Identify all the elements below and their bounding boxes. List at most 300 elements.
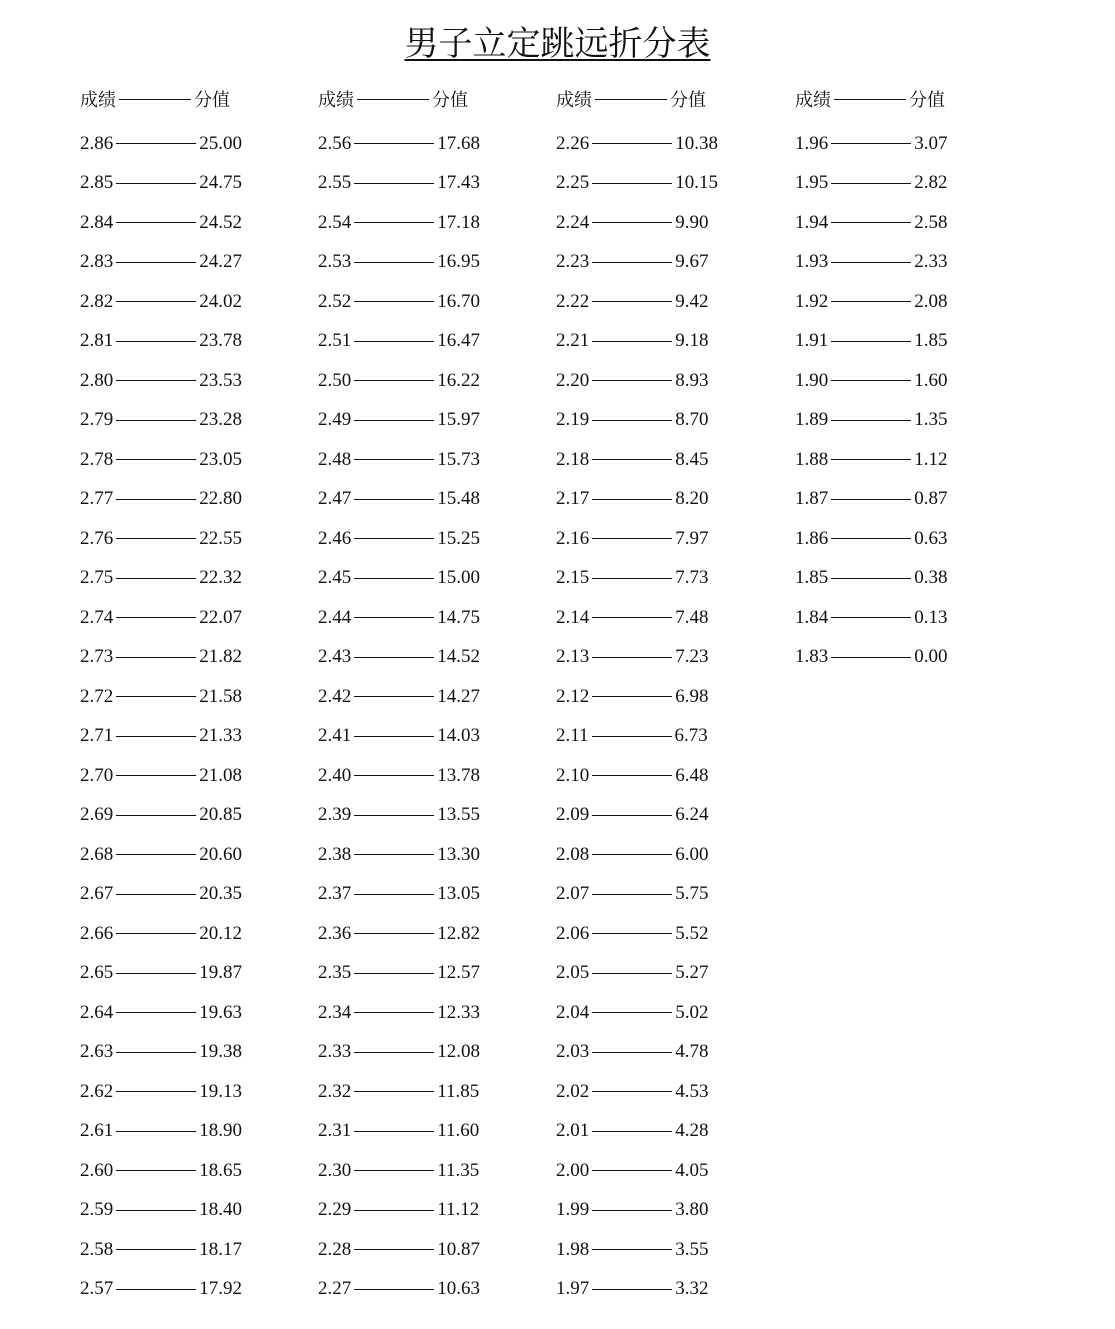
jump-distance: 2.18 [556,448,590,470]
jump-distance: 1.94 [795,211,829,233]
jump-distance: 2.60 [80,1159,114,1181]
jump-distance: 2.44 [318,606,352,628]
dash-line [116,1289,196,1290]
jump-distance: 2.47 [318,488,352,510]
points-value: 12.82 [437,922,480,944]
page-title [0,22,1115,66]
score-row [795,282,995,322]
points-value: 18.65 [199,1159,242,1181]
jump-distance: 1.85 [795,567,829,589]
dash-line [831,657,911,658]
dash-line [354,617,434,618]
jump-distance: 2.63 [80,1041,114,1063]
score-row [556,717,756,757]
points-value: 23.53 [199,369,242,391]
points-value: 20.85 [199,804,242,826]
points-value: 1.35 [914,409,948,431]
score-row [556,796,756,836]
dash-line [354,538,434,539]
jump-distance: 2.85 [80,172,114,194]
points-value: 4.05 [675,1159,709,1181]
jump-distance: 2.16 [556,527,590,549]
score-row [318,796,518,836]
dash-line [116,1091,196,1092]
dash-line [116,183,196,184]
dash-line [592,1210,672,1211]
score-row [318,401,518,441]
score-row [318,1033,518,1073]
dash-line [831,538,911,539]
points-value: 1.85 [914,330,948,352]
jump-distance: 2.65 [80,962,114,984]
score-row [318,875,518,915]
dash-line [592,617,672,618]
score-row [556,954,756,994]
dash-line [831,262,911,263]
score-row [795,401,995,441]
dash-line [592,1249,672,1250]
jump-distance: 2.19 [556,409,590,431]
dash-line [831,222,911,223]
jump-distance: 2.14 [556,606,590,628]
dash-line [116,1210,196,1211]
points-value: 18.17 [199,1238,242,1260]
dash-line [592,1289,672,1290]
jump-distance: 2.86 [80,132,114,154]
jump-distance: 2.81 [80,330,114,352]
dash-line [592,341,672,342]
jump-distance: 2.24 [556,211,590,233]
jump-distance: 2.05 [556,962,590,984]
dash-line [354,736,434,737]
dash-line [354,262,434,263]
jump-distance: 2.15 [556,567,590,589]
column-header [556,84,756,114]
score-row [318,1072,518,1112]
dash-line [354,420,434,421]
dash-line [831,499,911,500]
jump-distance: 1.89 [795,409,829,431]
dash-line [831,341,911,342]
dash-line [354,380,434,381]
score-column-3 [556,84,756,1309]
jump-distance: 2.32 [318,1080,352,1102]
jump-distance: 2.28 [318,1238,352,1260]
points-value: 9.67 [675,251,709,273]
jump-distance: 2.17 [556,488,590,510]
jump-distance: 2.38 [318,843,352,865]
score-row [795,322,995,362]
score-row [556,559,756,599]
dash-line [831,420,911,421]
jump-distance: 1.83 [795,646,829,668]
score-row [318,756,518,796]
score-row [80,124,280,164]
points-value: 16.22 [437,369,480,391]
points-value: 21.08 [199,764,242,786]
jump-distance: 2.31 [318,1120,352,1142]
jump-distance: 2.49 [318,409,352,431]
points-value: 19.63 [199,1001,242,1023]
score-column-4 [795,84,995,677]
score-row [80,282,280,322]
score-row [795,243,995,283]
points-value: 0.63 [914,527,948,549]
points-value: 19.87 [199,962,242,984]
dash-line [592,499,672,500]
jump-distance: 2.50 [318,369,352,391]
points-value: 11.85 [437,1080,480,1102]
points-value: 22.80 [199,488,242,510]
points-value: 5.02 [675,1001,709,1023]
score-row [556,1033,756,1073]
points-header: 分值 [670,90,706,111]
score-row [80,519,280,559]
points-value: 0.38 [914,567,948,589]
score-row [795,598,995,638]
dash-line [592,1091,672,1092]
points-value: 6.00 [675,843,709,865]
dash-line [592,262,672,263]
points-value: 2.82 [914,172,948,194]
dash-line [354,341,434,342]
score-row [556,756,756,796]
jump-distance: 2.73 [80,646,114,668]
dash-line [354,459,434,460]
jump-distance: 2.75 [80,567,114,589]
score-row [795,361,995,401]
score-row [318,282,518,322]
dash-line [116,1012,196,1013]
score-row [556,282,756,322]
jump-distance: 2.20 [556,369,590,391]
points-value: 13.05 [437,883,480,905]
points-value: 1.60 [914,369,948,391]
jump-distance: 2.37 [318,883,352,905]
score-row [556,993,756,1033]
jump-distance: 2.72 [80,685,114,707]
score-row [318,914,518,954]
title-text: 男子立定跳远折分表 [404,24,711,64]
score-row [318,322,518,362]
jump-distance: 2.68 [80,843,114,865]
dash-line [357,99,429,100]
jump-distance: 2.83 [80,251,114,273]
score-row [318,164,518,204]
score-row [556,203,756,243]
dash-line [116,538,196,539]
score-row [80,835,280,875]
points-value: 17.43 [437,172,480,194]
jump-distance: 2.33 [318,1041,352,1063]
dash-line [116,617,196,618]
dash-line [116,933,196,934]
score-row [318,480,518,520]
jump-distance: 2.56 [318,132,352,154]
points-value: 20.35 [199,883,242,905]
points-value: 21.33 [199,725,242,747]
score-row [318,1151,518,1191]
score-row [80,440,280,480]
dash-line [354,1012,434,1013]
jump-distance: 2.84 [80,211,114,233]
jump-distance: 2.22 [556,290,590,312]
score-row [795,440,995,480]
points-value: 14.75 [437,606,480,628]
points-header: 分值 [909,90,945,111]
dash-line [592,143,672,144]
points-value: 8.93 [675,369,709,391]
jump-distance: 1.87 [795,488,829,510]
jump-distance: 2.10 [556,764,590,786]
dash-line [592,933,672,934]
points-value: 4.78 [675,1041,709,1063]
score-row [80,598,280,638]
score-row [556,124,756,164]
points-value: 24.52 [199,211,242,233]
points-value: 19.13 [199,1080,242,1102]
dash-line [354,854,434,855]
score-row [556,1151,756,1191]
dash-line [116,854,196,855]
jump-distance: 2.70 [80,764,114,786]
dash-line [116,657,196,658]
score-row [556,164,756,204]
jump-distance: 2.79 [80,409,114,431]
dash-line [592,1170,672,1171]
jump-distance: 2.09 [556,804,590,826]
dash-line [354,933,434,934]
dash-line [831,183,911,184]
score-row [80,559,280,599]
points-value: 14.27 [437,685,480,707]
dash-line [592,1131,672,1132]
jump-distance: 1.99 [556,1199,590,1221]
dash-line [592,459,672,460]
points-value: 10.15 [675,172,718,194]
score-row [318,361,518,401]
score-row [556,322,756,362]
score-row [556,914,756,954]
points-value: 2.58 [914,211,948,233]
jump-distance: 2.23 [556,251,590,273]
score-row [80,243,280,283]
jump-distance: 2.74 [80,606,114,628]
score-row [556,835,756,875]
dash-line [354,183,434,184]
points-header: 分值 [194,90,230,111]
jump-distance: 1.96 [795,132,829,154]
points-value: 11.12 [437,1199,480,1221]
dash-line [834,99,906,100]
dash-line [831,459,911,460]
dash-line [354,1289,434,1290]
dash-line [116,775,196,776]
points-value: 12.08 [437,1041,480,1063]
jump-distance: 2.59 [80,1199,114,1221]
dash-line [116,301,196,302]
score-row [80,1151,280,1191]
points-value: 7.48 [675,606,709,628]
points-value: 17.92 [199,1278,242,1300]
points-value: 14.52 [437,646,480,668]
dash-line [595,99,667,100]
dash-line [592,894,672,895]
score-row [80,1033,280,1073]
points-value: 9.42 [675,290,709,312]
score-header: 成绩 [556,90,592,111]
score-row [318,243,518,283]
points-value: 19.38 [199,1041,242,1063]
dash-line [354,815,434,816]
jump-distance: 2.40 [318,764,352,786]
jump-distance: 2.48 [318,448,352,470]
score-row [80,717,280,757]
points-value: 21.58 [199,685,242,707]
dash-line [592,538,672,539]
score-column-1 [80,84,280,1309]
dash-line [592,775,672,776]
score-row [80,480,280,520]
jump-distance: 2.45 [318,567,352,589]
score-row [80,914,280,954]
jump-distance: 2.36 [318,922,352,944]
jump-distance: 1.84 [795,606,829,628]
dash-line [592,657,672,658]
dash-line [116,696,196,697]
points-value: 13.78 [437,764,480,786]
points-value: 24.75 [199,172,242,194]
points-value: 10.87 [437,1238,480,1260]
points-value: 9.18 [675,330,709,352]
dash-line [119,99,191,100]
dash-line [354,499,434,500]
points-value: 22.07 [199,606,242,628]
dash-line [116,459,196,460]
points-value: 5.75 [675,883,709,905]
jump-distance: 2.66 [80,922,114,944]
jump-distance: 2.07 [556,883,590,905]
points-value: 9.90 [675,211,709,233]
score-row [80,401,280,441]
dash-line [354,1170,434,1171]
points-value: 2.33 [914,251,948,273]
points-value: 3.80 [675,1199,709,1221]
score-row [795,519,995,559]
score-row [556,519,756,559]
dash-line [116,380,196,381]
jump-distance: 2.54 [318,211,352,233]
points-value: 8.20 [675,488,709,510]
points-value: 23.05 [199,448,242,470]
points-value: 0.13 [914,606,948,628]
dash-line [116,1249,196,1250]
jump-distance: 2.41 [318,725,352,747]
jump-distance: 2.08 [556,843,590,865]
score-row [80,164,280,204]
score-header: 成绩 [80,90,116,111]
points-value: 11.35 [437,1159,480,1181]
score-row [80,203,280,243]
points-value: 10.38 [675,132,718,154]
score-row [318,1270,518,1310]
score-row [556,401,756,441]
points-value: 12.57 [437,962,480,984]
points-value: 20.60 [199,843,242,865]
points-value: 0.00 [914,646,948,668]
jump-distance: 2.80 [80,369,114,391]
score-row [556,875,756,915]
points-value: 23.78 [199,330,242,352]
dash-line [116,973,196,974]
points-value: 18.40 [199,1199,242,1221]
jump-distance: 2.01 [556,1120,590,1142]
jump-distance: 2.06 [556,922,590,944]
points-value: 5.27 [675,962,709,984]
points-value: 15.73 [437,448,480,470]
points-value: 11.60 [437,1120,480,1142]
score-row [80,993,280,1033]
score-row [318,638,518,678]
score-row [795,164,995,204]
points-value: 24.02 [199,290,242,312]
jump-distance: 2.11 [556,725,589,747]
points-value: 7.97 [675,527,709,549]
dash-line [592,420,672,421]
score-row [80,756,280,796]
dash-line [831,578,911,579]
dash-line [592,183,672,184]
points-value: 1.12 [914,448,948,470]
score-row [80,1191,280,1231]
score-row [556,480,756,520]
dash-line [354,1249,434,1250]
jump-distance: 2.29 [318,1199,352,1221]
dash-line [592,222,672,223]
dash-line [592,736,672,737]
score-row [80,875,280,915]
dash-line [831,143,911,144]
score-row [556,1270,756,1310]
jump-distance: 2.00 [556,1159,590,1181]
points-value: 22.55 [199,527,242,549]
column-header [795,84,995,114]
score-row [318,1112,518,1152]
points-value: 4.28 [675,1120,709,1142]
points-value: 8.70 [675,409,709,431]
score-row [795,124,995,164]
jump-distance: 2.43 [318,646,352,668]
points-value: 3.07 [914,132,948,154]
dash-line [831,617,911,618]
points-value: 21.82 [199,646,242,668]
score-row [556,1230,756,1270]
column-header [318,84,518,114]
points-value: 2.08 [914,290,948,312]
points-value: 3.32 [675,1278,709,1300]
jump-distance: 1.97 [556,1278,590,1300]
score-row [318,677,518,717]
points-value: 5.52 [675,922,709,944]
dash-line [592,380,672,381]
score-row [80,361,280,401]
dash-line [592,1052,672,1053]
jump-distance: 2.64 [80,1001,114,1023]
jump-distance: 2.13 [556,646,590,668]
score-row [556,677,756,717]
points-value: 7.73 [675,567,709,589]
jump-distance: 2.34 [318,1001,352,1023]
